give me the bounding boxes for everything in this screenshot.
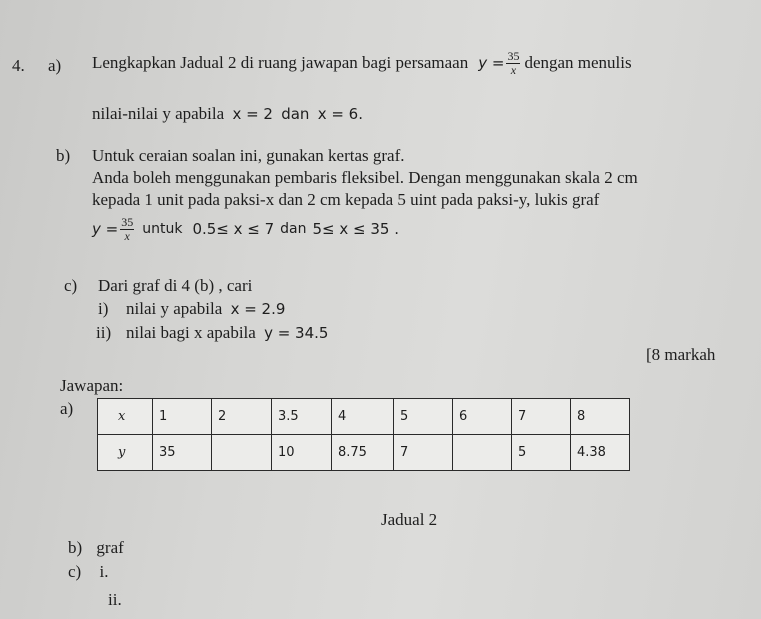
table-row-x	[98, 399, 630, 435]
dan-word: dan	[281, 105, 310, 123]
part-b-label: b)	[56, 146, 71, 165]
x-range-1: 0.5≤ x ≤ 7	[192, 220, 275, 239]
table-cell: 8	[571, 399, 630, 435]
table-cell: 10	[272, 435, 332, 471]
jadual-2-table	[97, 398, 630, 471]
part-c-ii-value: y = 34.5	[264, 324, 329, 342]
table-cell	[453, 435, 512, 471]
b-equation-fraction	[120, 216, 134, 242]
answer-b-label: b)	[68, 538, 83, 557]
part-c-i-line	[126, 299, 285, 319]
b-equation-lhs: y =	[92, 220, 119, 239]
question-number: 4.	[12, 56, 25, 75]
table-cell: 8.75	[332, 435, 394, 471]
table-cell: 4.38	[571, 435, 630, 471]
table-caption: Jadual 2	[381, 510, 438, 529]
answer-c-ii: ii.	[108, 590, 122, 609]
table-row-y	[98, 435, 630, 471]
table-cell: 6	[453, 399, 512, 435]
table-cell: 3.5	[272, 399, 332, 435]
part-a-line1	[92, 50, 632, 76]
part-c-ii-line	[126, 323, 328, 343]
x-range-2: 5≤ x ≤ 35 .	[312, 220, 399, 239]
answer-b-text: graf	[96, 538, 124, 557]
part-a-text-end: dengan menulis	[524, 53, 632, 73]
equation-fraction	[506, 50, 520, 76]
row-label-x: x	[98, 399, 153, 435]
row-label-y: y	[98, 435, 153, 471]
part-c-line1: Dari graf di 4 (b) , cari	[98, 276, 253, 295]
b-dan-word: dan	[280, 221, 307, 238]
equation-lhs: y =	[478, 54, 505, 73]
table-cell: 4	[332, 399, 394, 435]
equation-numerator: 35	[507, 49, 520, 63]
answer-c-i: i.	[99, 562, 109, 581]
part-c-ii-text: nilai bagi x apabila	[126, 323, 256, 342]
part-c-ii-label: ii)	[96, 323, 112, 342]
table-cell: 5	[512, 435, 571, 471]
part-b-line1: Untuk ceraian soalan ini, gunakan kertas graf.	[92, 146, 405, 165]
part-a-text: Lengkapkan Jadual 2 di ruang jawapan bagi persamaan	[92, 53, 469, 73]
part-c-i-value: x = 2.9	[230, 300, 286, 318]
part-c-label: c)	[64, 276, 78, 295]
table-cell: 7	[512, 399, 571, 435]
equation-denominator: x	[510, 62, 517, 77]
b-equation-numerator: 35	[121, 215, 134, 229]
b-equation-denominator: x	[124, 228, 130, 243]
table-cell: 7	[394, 435, 453, 471]
table-cell: 2	[212, 399, 272, 435]
table-cell: 5	[394, 399, 453, 435]
x-value-2: x = 6.	[317, 105, 363, 123]
answer-c-line	[68, 562, 108, 582]
part-a-line2-text: nilai-nilai y apabila	[92, 104, 225, 123]
part-b-line2: Anda boleh menggunakan pembaris fleksibel. Dengan menggunakan skala 2 cm	[92, 168, 638, 187]
answer-b-line	[68, 538, 124, 558]
part-c-i-label: i)	[98, 299, 109, 318]
table-cell: 1	[153, 399, 212, 435]
part-b-line3: kepada 1 unit pada paksi-x dan 2 cm kepada 5 uint pada paksi-y, lukis graf	[92, 190, 600, 209]
part-b-line4	[92, 216, 399, 242]
marks-label: [8 markah	[646, 345, 716, 364]
part-c-i-text: nilai y apabila	[126, 299, 223, 318]
table-cell: 35	[153, 435, 212, 471]
part-a-line2	[92, 104, 363, 124]
x-value-1: x = 2	[232, 105, 273, 123]
table-cell	[212, 435, 272, 471]
answer-c-label: c)	[68, 562, 82, 581]
part-a-label: a)	[48, 56, 62, 75]
answer-heading: Jawapan:	[60, 376, 124, 395]
answer-a-label: a)	[60, 399, 74, 418]
untuk-word: untuk	[142, 221, 183, 238]
